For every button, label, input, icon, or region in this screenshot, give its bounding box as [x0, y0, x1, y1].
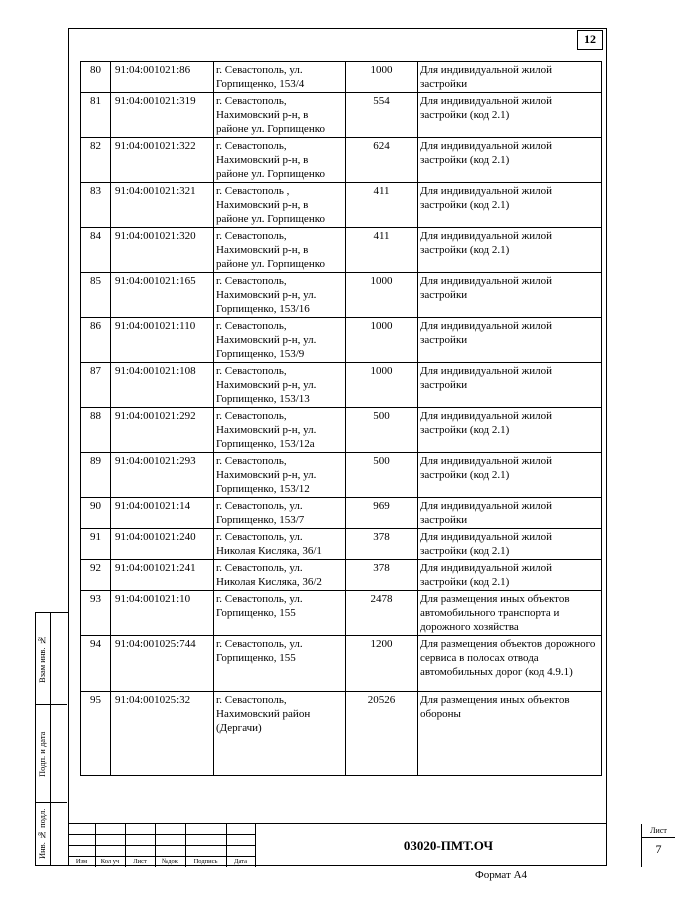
area-value: 411	[346, 228, 418, 273]
permitted-use: Для индивидуальной жилой застройки (код 2.1)	[418, 408, 602, 453]
row-number: 94	[81, 636, 111, 692]
side-label-inventory: Инв. № подл.	[37, 808, 47, 860]
format-label: Формат А4	[475, 869, 528, 881]
sheet-number: 7	[655, 842, 662, 856]
title-block	[68, 823, 667, 866]
area-value: 411	[346, 183, 418, 228]
permitted-use: Для индивидуальной жилой застройки (код 2.1)	[418, 138, 602, 183]
table-row	[81, 318, 602, 363]
cadastral-number: 91:04:001021:165	[111, 273, 214, 318]
page-number: 12	[577, 30, 603, 50]
permitted-use: Для индивидуальной жилой застройки	[418, 62, 602, 93]
permitted-use: Для индивидуальной жилой застройки	[418, 498, 602, 529]
address: г. Севастополь, ул. Горпищенко, 153/7	[214, 498, 346, 529]
address: г. Севастополь, Нахимовский р-н, в районе ул. Горпищенко	[214, 138, 346, 183]
address: г. Севастополь, ул. Горпищенко, 155	[214, 636, 346, 692]
permitted-use: Для индивидуальной жилой застройки (код 2.1)	[418, 93, 602, 138]
address: г. Севастополь, ул. Горпищенко, 155	[214, 591, 346, 636]
table-row	[81, 183, 602, 228]
address: г. Севастополь, Нахимовский р-н, ул. Горпищенко, 153/12а	[214, 408, 346, 453]
cadastral-number: 91:04:001021:319	[111, 93, 214, 138]
cadastral-number: 91:04:001021:240	[111, 529, 214, 560]
area-value: 378	[346, 560, 418, 591]
permitted-use: Для индивидуальной жилой застройки	[418, 318, 602, 363]
table-row	[81, 636, 602, 692]
row-number: 90	[81, 498, 111, 529]
table-row	[81, 228, 602, 273]
address: г. Севастополь, Нахимовский р-н, ул. Горпищенко, 153/12	[214, 453, 346, 498]
row-number: 84	[81, 228, 111, 273]
area-value: 1000	[346, 62, 418, 93]
side-label-replacement: Взам инв. №	[37, 635, 47, 683]
cadastral-number: 91:04:001021:293	[111, 453, 214, 498]
area-value: 500	[346, 408, 418, 453]
address: г. Севастополь , Нахимовский р-н, в районе ул. Горпищенко	[214, 183, 346, 228]
row-number: 87	[81, 363, 111, 408]
table-row	[81, 138, 602, 183]
area-value: 1000	[346, 273, 418, 318]
cadastral-number: 91:04:001021:241	[111, 560, 214, 591]
side-label-signature: Подп. и дата	[37, 731, 47, 777]
table-row	[81, 453, 602, 498]
table-row	[81, 93, 602, 138]
tb-label-signature: Подпись	[193, 858, 218, 865]
cadastral-number: 91:04:001025:744	[111, 636, 214, 692]
cadastral-number: 91:04:001021:14	[111, 498, 214, 529]
tb-label-ndok: №док	[162, 858, 178, 865]
permitted-use: Для размещения иных объектов автомобильного транспорта и дорожного хозяйства	[418, 591, 602, 636]
area-value: 624	[346, 138, 418, 183]
address: г. Севастополь, ул. Николая Кисляка, 36/1	[214, 529, 346, 560]
permitted-use: Для индивидуальной жилой застройки	[418, 273, 602, 318]
permitted-use: Для индивидуальной жилой застройки (код 2.1)	[418, 560, 602, 591]
address: г. Севастополь, Нахимовский р-н, ул. Горпищенко, 153/16	[214, 273, 346, 318]
cadastral-number: 91:04:001021:320	[111, 228, 214, 273]
table-row	[81, 692, 602, 776]
table-row	[81, 62, 602, 93]
cadastral-number: 91:04:001021:322	[111, 138, 214, 183]
area-value: 1000	[346, 318, 418, 363]
side-stamp-inventory	[36, 803, 67, 865]
area-value: 500	[346, 453, 418, 498]
row-number: 85	[81, 273, 111, 318]
permitted-use: Для индивидуальной жилой застройки (код 2.1)	[418, 529, 602, 560]
cadastral-number: 91:04:001021:86	[111, 62, 214, 93]
row-number: 80	[81, 62, 111, 93]
address: г. Севастополь, Нахимовский р-н, ул. Горпищенко, 153/9	[214, 318, 346, 363]
address: г. Севастополь, ул. Горпищенко, 153/4	[214, 62, 346, 93]
address: г. Севастополь, Нахимовский район (Дергачи)	[214, 692, 346, 776]
parcel-table	[80, 61, 602, 776]
row-number: 82	[81, 138, 111, 183]
cadastral-number: 91:04:001021:292	[111, 408, 214, 453]
area-value: 554	[346, 93, 418, 138]
permitted-use: Для размещения объектов дорожного сервиса в полосах отвода автомобильных дорог (код 4.9.1)	[418, 636, 602, 692]
permitted-use: Для индивидуальной жилой застройки (код 2.1)	[418, 228, 602, 273]
sheet-label: Лист	[642, 826, 675, 838]
row-number: 86	[81, 318, 111, 363]
permitted-use: Для индивидуальной жилой застройки (код 2.1)	[418, 183, 602, 228]
area-value: 969	[346, 498, 418, 529]
address: г. Севастополь, Нахимовский р-н, в районе ул. Горпищенко	[214, 93, 346, 138]
row-number: 95	[81, 692, 111, 776]
side-stamp-replacement	[36, 613, 67, 705]
row-number: 92	[81, 560, 111, 591]
row-number: 91	[81, 529, 111, 560]
sheet-box	[641, 824, 675, 867]
document-code: 03020-ПМТ.ОЧ	[403, 838, 494, 853]
area-value: 1000	[346, 363, 418, 408]
row-number: 89	[81, 453, 111, 498]
permitted-use: Для размещения иных объектов обороны	[418, 692, 602, 776]
table-row	[81, 408, 602, 453]
cadastral-number: 91:04:001021:10	[111, 591, 214, 636]
address: г. Севастополь, Нахимовский р-н, ул. Горпищенко, 153/13	[214, 363, 346, 408]
tb-label-kol: Кол уч	[100, 858, 120, 865]
tb-label-date: Дата	[234, 858, 247, 865]
row-number: 83	[81, 183, 111, 228]
table-row	[81, 273, 602, 318]
side-stamp-signature	[36, 705, 67, 803]
table-row	[81, 363, 602, 408]
cadastral-number: 91:04:001021:110	[111, 318, 214, 363]
table-row	[81, 560, 602, 591]
area-value: 378	[346, 529, 418, 560]
address: г. Севастополь, ул. Николая Кисляка, 36/2	[214, 560, 346, 591]
table-row	[81, 529, 602, 560]
table-row	[81, 591, 602, 636]
cadastral-number: 91:04:001021:321	[111, 183, 214, 228]
title-block-grid	[68, 824, 255, 867]
permitted-use: Для индивидуальной жилой застройки (код 2.1)	[418, 453, 602, 498]
area-value: 2478	[346, 591, 418, 636]
tb-label-list: Лист	[133, 858, 147, 865]
cadastral-number: 91:04:001021:108	[111, 363, 214, 408]
area-value: 1200	[346, 636, 418, 692]
cadastral-number: 91:04:001025:32	[111, 692, 214, 776]
side-stamp	[35, 612, 68, 866]
table-row	[81, 498, 602, 529]
row-number: 81	[81, 93, 111, 138]
address: г. Севастополь, Нахимовский р-н, в районе ул. Горпищенко	[214, 228, 346, 273]
permitted-use: Для индивидуальной жилой застройки	[418, 363, 602, 408]
tb-label-izm: Изм	[75, 858, 88, 865]
row-number: 93	[81, 591, 111, 636]
area-value: 20526	[346, 692, 418, 776]
row-number: 88	[81, 408, 111, 453]
